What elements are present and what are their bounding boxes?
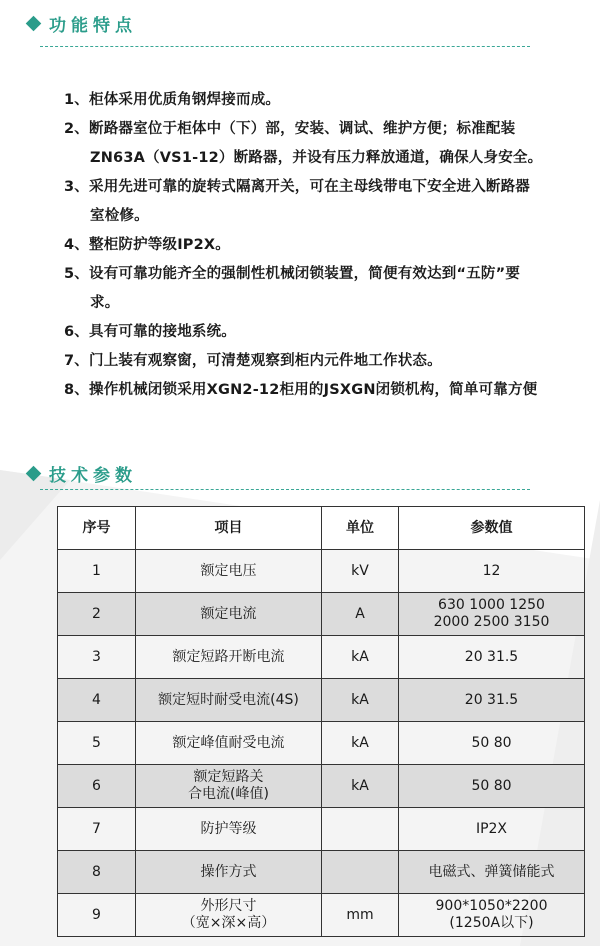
- cell-unit: [322, 851, 399, 894]
- feature-text: 设有可靠功能齐全的强制性机械闭锁装置，简便有效达到“五防”要: [89, 266, 521, 282]
- cell-item: 额定电流: [136, 593, 322, 636]
- feature-text: ZN63A（VS1-12）断路器，并设有压力释放通道，确保人身安全。: [90, 150, 543, 166]
- cell-index: 2: [58, 593, 136, 636]
- spec-table: [57, 506, 585, 937]
- feature-text: 求。: [90, 295, 120, 311]
- table-row: [58, 679, 585, 722]
- cell-unit: [322, 808, 399, 851]
- feature-line: [64, 347, 594, 376]
- cell-item: 额定峰值耐受电流: [136, 722, 322, 765]
- feature-number: 1、: [64, 92, 89, 108]
- cell-index: 9: [58, 894, 136, 937]
- feature-number: 7、: [64, 353, 89, 369]
- cell-index: 4: [58, 679, 136, 722]
- feature-line: [64, 173, 594, 202]
- cell-unit: kA: [322, 722, 399, 765]
- feature-text: 具有可靠的接地系统。: [89, 324, 236, 340]
- cell-item: 防护等级: [136, 808, 322, 851]
- feature-text: 室检修。: [90, 208, 149, 224]
- specs-header: [28, 458, 137, 488]
- cell-unit: kV: [322, 550, 399, 593]
- cell-item: 外形尺寸 （宽×深×高）: [136, 894, 322, 937]
- specs-divider: [40, 489, 530, 490]
- specs-title: 技术参数: [49, 465, 137, 486]
- cell-index: 3: [58, 636, 136, 679]
- cell-value: 电磁式、弹簧储能式: [399, 851, 585, 894]
- diamond-icon: [26, 465, 42, 481]
- cell-index: 5: [58, 722, 136, 765]
- table-row: [58, 593, 585, 636]
- cell-value: 900*1050*2200 (1250A以下): [399, 894, 585, 937]
- feature-line: [64, 115, 594, 144]
- cell-index: 1: [58, 550, 136, 593]
- feature-line: [64, 231, 594, 260]
- cell-item: 额定短路关 合电流(峰值): [136, 765, 322, 808]
- cell-item: 额定电压: [136, 550, 322, 593]
- feature-line: [64, 202, 594, 231]
- cell-item: 额定短时耐受电流(4S): [136, 679, 322, 722]
- feature-line: [64, 86, 594, 115]
- cell-index: 6: [58, 765, 136, 808]
- table-row: [58, 808, 585, 851]
- cell-value: 50 80: [399, 765, 585, 808]
- feature-text: 采用先进可靠的旋转式隔离开关，可在主母线带电下安全进入断路器: [89, 179, 530, 195]
- table-row: [58, 550, 585, 593]
- header-cell-unit: 单位: [322, 507, 399, 550]
- cell-unit: A: [322, 593, 399, 636]
- cell-unit: kA: [322, 636, 399, 679]
- table-row: [58, 765, 585, 808]
- feature-text: 操作机械闭锁采用XGN2-12柜用的JSXGN闭锁机构，简单可靠方便: [89, 382, 538, 398]
- table-row: [58, 851, 585, 894]
- cell-index: 8: [58, 851, 136, 894]
- feature-text: 门上装有观察窗，可清楚观察到柜内元件地工作状态。: [89, 353, 442, 369]
- feature-line: [64, 376, 594, 405]
- cell-index: 7: [58, 808, 136, 851]
- cell-value: 630 1000 1250 2000 2500 3150: [399, 593, 585, 636]
- cell-item: 额定短路开断电流: [136, 636, 322, 679]
- header-cell-item: 项目: [136, 507, 322, 550]
- cell-value: 20 31.5: [399, 636, 585, 679]
- feature-number: 8、: [64, 382, 89, 398]
- feature-line: [64, 260, 594, 289]
- feature-line: [64, 289, 594, 318]
- feature-number: 5、: [64, 266, 89, 282]
- features-header: [28, 8, 137, 38]
- cell-value: 12: [399, 550, 585, 593]
- cell-value: 50 80: [399, 722, 585, 765]
- cell-item: 操作方式: [136, 851, 322, 894]
- feature-line: [64, 318, 594, 347]
- feature-number: 2、: [64, 121, 89, 137]
- cell-value: 20 31.5: [399, 679, 585, 722]
- feature-text: 断路器室位于柜体中（下）部，安装、调试、维护方便；标准配装: [89, 121, 516, 137]
- header-cell-index: 序号: [58, 507, 136, 550]
- feature-number: 4、: [64, 237, 89, 253]
- features-divider: [40, 46, 530, 47]
- table-row: [58, 722, 585, 765]
- feature-number: 3、: [64, 179, 89, 195]
- cell-unit: kA: [322, 679, 399, 722]
- table-row: [58, 636, 585, 679]
- feature-text: 整柜防护等级IP2X。: [89, 237, 230, 253]
- cell-unit: kA: [322, 765, 399, 808]
- header-cell-value: 参数值: [399, 507, 585, 550]
- cell-value: IP2X: [399, 808, 585, 851]
- feature-text: 柜体采用优质角钢焊接而成。: [89, 92, 281, 108]
- feature-line: [64, 144, 594, 173]
- table-row: [58, 894, 585, 937]
- table-header-row: [58, 507, 585, 550]
- features-title: 功能特点: [49, 15, 137, 36]
- diamond-icon: [26, 15, 42, 31]
- features-list: [64, 86, 594, 405]
- feature-number: 6、: [64, 324, 89, 340]
- cell-unit: mm: [322, 894, 399, 937]
